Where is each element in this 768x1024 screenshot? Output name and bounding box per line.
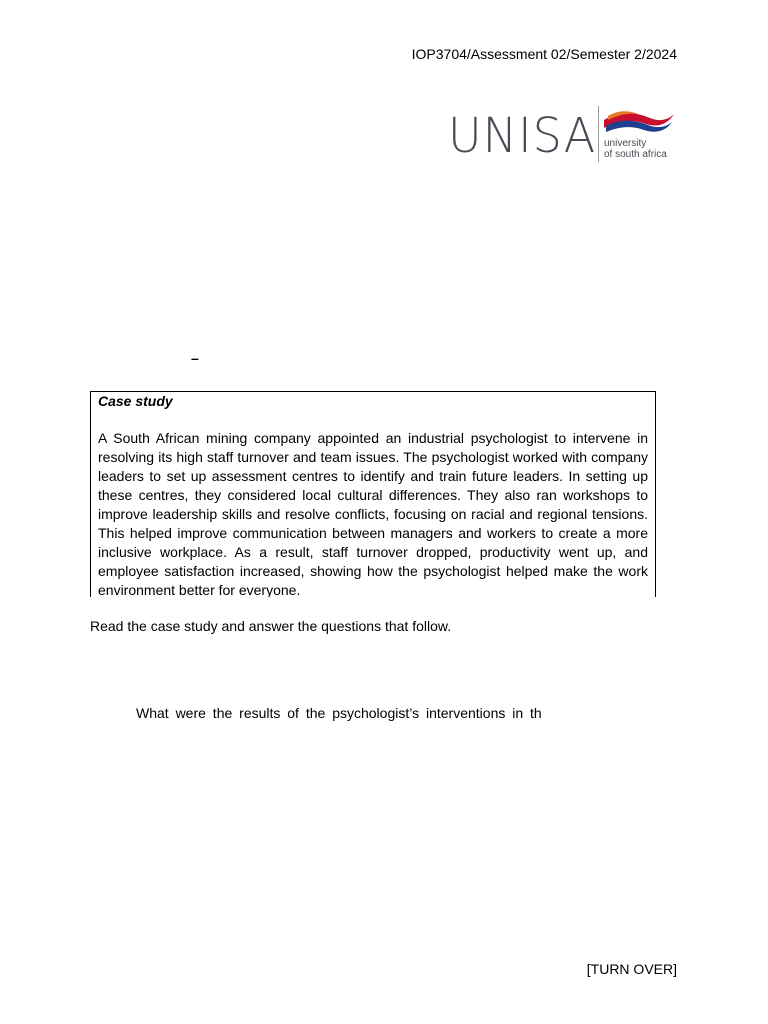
logo-subtitle: [604, 138, 667, 160]
dash-mark: –: [191, 350, 199, 366]
logo-subtitle-line2: of south africa: [604, 149, 667, 160]
document-reference: IOP3704/Assessment 02/Semester 2/2024: [411, 46, 677, 62]
case-study-box: [90, 391, 656, 597]
logo-subtitle-line1: university: [604, 138, 647, 149]
logo-divider: [598, 106, 599, 162]
turn-over-note: [TURN OVER]: [586, 961, 677, 977]
instruction-text: Read the case study and answer the questions that follow.: [90, 618, 452, 634]
flag-icon: [602, 108, 676, 138]
logo-wordmark: UNISA: [448, 106, 597, 164]
case-study-title: Case study: [98, 393, 173, 409]
question-text: What were the results of the psychologist’s interventions in th: [136, 705, 542, 721]
unisa-logo: [448, 104, 678, 164]
case-study-body: A South African mining company appointed an industrial psychologist to intervene in resolving its high staff turnover and team issues. The psychologist worked with company leaders to set up assessment centres to identify and train future leaders. In setting up these centres, they considered local cultural differences. They also ran workshops to improve leadership skills and resolve conflicts, focusing on racial and regional tensions. This helped improve communication between managers and workers to create a more inclusive workplace. As a result, staff turnover dropped, productivity went up, and employee satisfaction increased, showing how the psychologist helped make the work environment better for everyone.: [98, 430, 648, 597]
